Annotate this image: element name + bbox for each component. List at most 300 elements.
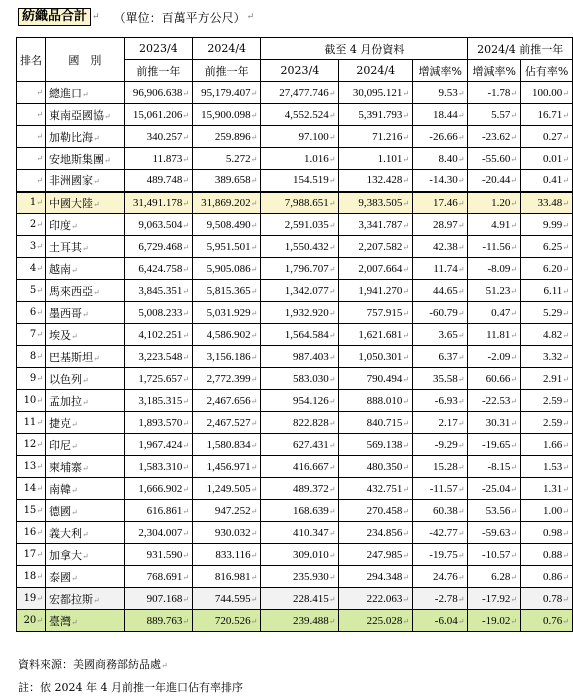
paragraph-mark-icon: ↵ [562,572,569,582]
paragraph-mark-icon: ↵ [328,352,336,362]
value-cell: 1,456.971↵ [193,456,261,478]
paragraph-mark-icon: ↵ [510,264,518,274]
value-cell: 4.82↵ [521,324,573,346]
paragraph-mark-icon: ↵ [457,242,465,252]
value-cell: 1,893.570↵ [124,412,192,434]
rank-cell: 11↵ [17,412,46,434]
value-cell: 1,621.681↵ [339,324,413,346]
table-row [17,456,573,478]
paragraph-mark-icon: ↵ [104,111,111,121]
paragraph-mark-icon: ↵ [402,330,410,340]
paragraph-mark-icon: ↵ [402,286,410,296]
value-cell: 3.65↵ [413,324,468,346]
rank-cell [17,170,46,192]
paragraph-mark-icon: ↵ [250,572,258,582]
country-cell: 臺灣↵ [46,610,125,632]
paragraph-mark-icon: ↵ [93,353,100,363]
paragraph-mark-icon: ↵ [457,308,465,318]
paragraph-mark-icon: ↵ [402,198,410,208]
value-cell: 569.138↵ [339,434,413,456]
paragraph-mark-icon: ↵ [36,175,43,185]
paragraph-mark-icon: ↵ [562,154,569,164]
paragraph-mark-icon: ↵ [510,374,518,384]
paragraph-mark-icon: ↵ [402,528,410,538]
value-cell: 1,666.902↵ [124,478,192,500]
paragraph-mark-icon: ↵ [562,506,569,516]
paragraph-mark-icon: ↵ [250,484,258,494]
paragraph-mark-icon: ↵ [182,308,190,318]
paragraph-mark-icon: ↵ [562,132,569,142]
footer-source: 資料來源：美國商務部紡品處↵ [18,658,168,671]
paragraph-mark-icon: ↵ [457,352,465,362]
value-cell: 294.348↵ [339,566,413,588]
paragraph-mark-icon: ↵ [457,484,465,494]
value-cell: 889.763↵ [124,610,192,632]
value-cell: 0.78↵ [521,588,573,610]
country-cell: 印度↵ [46,214,125,236]
paragraph-mark-icon: ↵ [250,418,258,428]
rank-cell: 16↵ [17,522,46,544]
paragraph-mark-icon: ↵ [457,154,465,164]
value-cell: -23.62↵ [468,126,521,148]
value-cell: 1,941.270↵ [339,280,413,302]
paragraph-mark-icon: ↵ [328,176,336,186]
paragraph-mark-icon: ↵ [82,89,89,99]
paragraph-mark-icon: ↵ [182,154,190,164]
paragraph-mark-icon: ↵ [562,440,569,450]
paragraph-mark-icon: ↵ [457,198,465,208]
paragraph-mark-icon: ↵ [250,198,258,208]
value-cell: -8.09↵ [468,258,521,280]
paragraph-mark-icon: ↵ [402,308,410,318]
value-cell: 31,491.178↵ [124,192,192,214]
country-cell: 南韓↵ [46,478,125,500]
paragraph-mark-icon: ↵ [457,418,465,428]
value-cell: -6.04↵ [413,610,468,632]
country-cell: 印尼↵ [46,434,125,456]
paragraph-mark-icon: ↵ [457,132,465,142]
paragraph-mark-icon: ↵ [36,572,43,581]
value-cell: -59.63↵ [468,522,521,544]
paragraph-mark-icon: ↵ [182,528,190,538]
paragraph-mark-icon: ↵ [402,484,410,494]
paragraph-mark-icon: ↵ [328,572,336,582]
country-cell: 以色列↵ [46,368,125,390]
paragraph-mark-icon: ↵ [36,616,43,625]
value-cell: 31,869.202↵ [193,192,261,214]
value-cell: 235.930↵ [261,566,339,588]
paragraph-mark-icon: ↵ [328,330,336,340]
paragraph-mark-icon: ↵ [182,594,190,604]
value-cell: 44.65↵ [413,280,468,302]
paragraph-mark-icon: ↵ [328,506,336,516]
paragraph-mark-icon: ↵ [510,506,518,516]
paragraph-mark-icon: ↵ [510,616,518,626]
paragraph-mark-icon: ↵ [562,352,569,362]
paragraph-mark-icon: ↵ [562,484,569,494]
value-cell: 790.494↵ [339,368,413,390]
paragraph-mark-icon: ↵ [71,507,78,517]
value-cell: 27,477.746↵ [261,82,339,104]
paragraph-mark-icon: ↵ [36,308,43,317]
paragraph-mark-icon: ↵ [510,198,518,208]
value-cell: 2,304.007↵ [124,522,192,544]
paragraph-mark-icon: ↵ [328,88,336,98]
rank-cell: 12↵ [17,434,46,456]
paragraph-mark-icon: ↵ [328,198,336,208]
paragraph-mark-icon: ↵ [71,419,78,429]
paragraph-mark-icon: ↵ [250,506,258,516]
value-cell: 1,249.505↵ [193,478,261,500]
value-cell: -1.78↵ [468,82,521,104]
value-cell: 931.590↵ [124,544,192,566]
value-cell: 5,951.501↵ [193,236,261,258]
rank-cell: 3↵ [17,236,46,258]
paragraph-mark-icon: ↵ [328,264,336,274]
paragraph-mark-icon: ↵ [71,485,78,495]
value-cell: 1.016↵ [261,148,339,170]
value-cell: 822.828↵ [261,412,339,434]
paragraph-mark-icon: ↵ [250,550,258,560]
value-cell: 6.20↵ [521,258,573,280]
value-cell: 2,207.582↵ [339,236,413,258]
table-row [17,280,573,302]
country-cell: 義大利↵ [46,522,125,544]
table-row [17,412,573,434]
country-cell: 馬來西亞↵ [46,280,125,302]
paragraph-mark-icon: ↵ [328,528,336,538]
value-cell: -8.15↵ [468,456,521,478]
title-unit: （單位：百萬平方公尺） [113,10,246,25]
value-cell: 17.46↵ [413,192,468,214]
country-cell: 德國↵ [46,500,125,522]
paragraph-mark-icon: ↵ [36,110,43,119]
value-cell: 720.526↵ [193,610,261,632]
paragraph-mark-icon: ↵ [328,220,336,230]
table-row [17,148,573,170]
paragraph-mark-icon: ↵ [402,462,410,472]
rank-cell: 4↵ [17,258,46,280]
value-cell: -22.53↵ [468,390,521,412]
paragraph-mark-icon: ↵ [510,550,518,560]
value-cell: 30.31↵ [468,412,521,434]
value-cell: 15,061.206↵ [124,104,192,126]
paragraph-mark-icon: ↵ [457,396,465,406]
paragraph-mark-icon: ↵ [182,110,190,120]
value-cell: -55.60↵ [468,148,521,170]
paragraph-mark-icon: ↵ [71,617,78,627]
table-row [17,434,573,456]
paragraph-mark-icon: ↵ [36,550,43,559]
value-cell: 1,050.301↵ [339,346,413,368]
paragraph-mark-icon: ↵ [562,198,569,208]
value-cell: 1.00↵ [521,500,573,522]
paragraph-mark-icon: ↵ [402,440,410,450]
paragraph-mark-icon: ↵ [250,286,258,296]
paragraph-mark-icon: ↵ [562,462,569,472]
value-cell: 4.91↵ [468,214,521,236]
value-cell: 757.915↵ [339,302,413,324]
paragraph-mark-icon: ↵ [510,418,518,428]
paragraph-mark-icon: ↵ [328,440,336,450]
value-cell: 95,179.407↵ [193,82,261,104]
value-cell: 5.272↵ [193,148,261,170]
paragraph-mark-icon: ↵ [182,572,190,582]
value-cell: 816.981↵ [193,566,261,588]
paragraph-mark-icon: ↵ [82,551,89,561]
table-row [17,544,573,566]
value-cell: 28.97↵ [413,214,468,236]
header-2024: 2024/4 [193,38,261,60]
paragraph-mark-icon: ↵ [36,88,43,97]
paragraph-mark-icon: ↵ [510,88,518,98]
country-cell: 宏都拉斯↵ [46,588,125,610]
paragraph-mark-icon: ↵ [510,176,518,186]
paragraph-mark-icon: ↵ [71,265,78,275]
value-cell: 2.91↵ [521,368,573,390]
value-cell: 840.715↵ [339,412,413,434]
value-cell: -2.09↵ [468,346,521,368]
header-ytd-2023: 2023/4 [261,60,339,82]
value-cell: -19.02↵ [468,610,521,632]
value-cell: -20.44↵ [468,170,521,192]
paragraph-mark-icon: ↵ [402,506,410,516]
value-cell: 11.873↵ [124,148,192,170]
rank-cell: 2↵ [17,214,46,236]
paragraph-mark-icon: ↵ [250,110,258,120]
country-cell: 加勒比海↵ [46,126,125,148]
value-cell: 35.58↵ [413,368,468,390]
value-cell: 259.896↵ [193,126,261,148]
rank-cell: 1↵ [17,192,46,214]
paragraph-mark-icon: ↵ [250,528,258,538]
value-cell: 5,815.365↵ [193,280,261,302]
paragraph-mark-icon: ↵ [82,397,89,407]
table-row [17,236,573,258]
paragraph-mark-icon: ↵ [182,506,190,516]
rank-cell: 19↵ [17,588,46,610]
value-cell: 5,008.233↵ [124,302,192,324]
paragraph-mark-icon: ↵ [328,396,336,406]
paragraph-mark-icon: ↵ [93,595,100,605]
value-cell: -60.79↵ [413,302,468,324]
paragraph-mark-icon: ↵ [250,440,258,450]
value-cell: -6.93↵ [413,390,468,412]
report-title [18,8,254,26]
value-cell: 6.11↵ [521,280,573,302]
value-cell: 489.372↵ [261,478,339,500]
paragraph-mark-icon: ↵ [182,242,190,252]
paragraph-mark-icon: ↵ [250,242,258,252]
value-cell: 0.41↵ [521,170,573,192]
paragraph-mark-icon: ↵ [250,352,258,362]
paragraph-mark-icon: ↵ [92,12,100,22]
value-cell: 4,552.524↵ [261,104,339,126]
value-cell: 154.519↵ [261,170,339,192]
value-cell: 7,988.651↵ [261,192,339,214]
paragraph-mark-icon: ↵ [328,418,336,428]
paragraph-mark-icon: ↵ [562,594,569,604]
value-cell: 1.66↵ [521,434,573,456]
paragraph-mark-icon: ↵ [71,331,78,341]
rank-cell: 20↵ [17,610,46,632]
value-cell: -14.30↵ [413,170,468,192]
country-cell: 東南亞國協↵ [46,104,125,126]
paragraph-mark-icon: ↵ [36,462,43,471]
value-cell: 5,031.929↵ [193,302,261,324]
country-cell: 土耳其↵ [46,236,125,258]
value-cell: 5.57↵ [468,104,521,126]
paragraph-mark-icon: ↵ [182,616,190,626]
header-2024-sub: 前推一年 [193,60,261,82]
value-cell: -2.78↵ [413,588,468,610]
header-rolling-share: 佔有率% [521,60,573,82]
table-row [17,522,573,544]
value-cell: 768.691↵ [124,566,192,588]
value-cell: 1,583.310↵ [124,456,192,478]
value-cell: 1.31↵ [521,478,573,500]
paragraph-mark-icon: ↵ [510,594,518,604]
paragraph-mark-icon: ↵ [250,374,258,384]
rank-cell [17,104,46,126]
paragraph-mark-icon: ↵ [182,462,190,472]
value-cell: -9.29↵ [413,434,468,456]
paragraph-mark-icon: ↵ [250,176,258,186]
rank-cell: 13↵ [17,456,46,478]
paragraph-mark-icon: ↵ [246,12,255,22]
header-rolling-change: 增減率% [468,60,521,82]
title-main: 紡織品合計 [18,8,91,26]
value-cell: 0.76↵ [521,610,573,632]
paragraph-mark-icon: ↵ [250,330,258,340]
value-cell: -19.75↵ [413,544,468,566]
country-cell: 總進口↵ [46,82,125,104]
paragraph-mark-icon: ↵ [182,132,190,142]
paragraph-mark-icon: ↵ [328,550,336,560]
country-cell: 埃及↵ [46,324,125,346]
value-cell: 987.403↵ [261,346,339,368]
value-cell: 833.116↵ [193,544,261,566]
paragraph-mark-icon: ↵ [182,418,190,428]
paragraph-mark-icon: ↵ [562,418,569,428]
value-cell: 930.032↵ [193,522,261,544]
value-cell: 2,772.399↵ [193,368,261,390]
value-cell: 416.667↵ [261,456,339,478]
value-cell: 222.063↵ [339,588,413,610]
value-cell: 1,725.657↵ [124,368,192,390]
rank-cell: 9↵ [17,368,46,390]
table-row [17,104,573,126]
paragraph-mark-icon: ↵ [82,243,89,253]
value-cell: 15,900.098↵ [193,104,261,126]
value-cell: 0.47↵ [468,302,521,324]
value-cell: 907.168↵ [124,588,192,610]
paragraph-mark-icon: ↵ [510,440,518,450]
rank-cell [17,82,46,104]
paragraph-mark-icon: ↵ [36,594,43,603]
rank-cell: 5↵ [17,280,46,302]
country-cell: 中國大陸↵ [46,192,125,214]
paragraph-mark-icon: ↵ [328,594,336,604]
value-cell: 225.028↵ [339,610,413,632]
paragraph-mark-icon: ↵ [36,506,43,515]
country-cell: 非洲國家↵ [46,170,125,192]
value-cell: 954.126↵ [261,390,339,412]
value-cell: 9,063.504↵ [124,214,192,236]
value-cell: 71.216↵ [339,126,413,148]
value-cell: 583.030↵ [261,368,339,390]
paragraph-mark-icon: ↵ [250,154,258,164]
value-cell: 1,342.077↵ [261,280,339,302]
value-cell: 96,906.638↵ [124,82,192,104]
paragraph-mark-icon: ↵ [328,616,336,626]
paragraph-mark-icon: ↵ [562,286,569,296]
value-cell: 744.595↵ [193,588,261,610]
paragraph-mark-icon: ↵ [328,286,336,296]
paragraph-mark-icon: ↵ [36,264,43,273]
paragraph-mark-icon: ↵ [402,88,410,98]
rank-cell: 6↵ [17,302,46,324]
paragraph-mark-icon: ↵ [250,264,258,274]
value-cell: 0.86↵ [521,566,573,588]
country-cell: 孟加拉↵ [46,390,125,412]
paragraph-mark-icon: ↵ [93,133,100,143]
paragraph-mark-icon: ↵ [562,374,569,384]
value-cell: 9.53↵ [413,82,468,104]
paragraph-mark-icon: ↵ [457,220,465,230]
paragraph-mark-icon: ↵ [562,528,569,538]
value-cell: 2.17↵ [413,412,468,434]
header-rolling-group: 2024/4 前推一年 [468,38,573,60]
value-cell: -42.77↵ [413,522,468,544]
header-2023: 2023/4 [124,38,192,60]
paragraph-mark-icon: ↵ [328,242,336,252]
paragraph-mark-icon: ↵ [457,616,465,626]
paragraph-mark-icon: ↵ [182,220,190,230]
value-cell: 1,967.424↵ [124,434,192,456]
paragraph-mark-icon: ↵ [402,176,410,186]
value-cell: -17.92↵ [468,588,521,610]
paragraph-mark-icon: ↵ [510,110,518,120]
rank-cell [17,126,46,148]
value-cell: 1,550.432↵ [261,236,339,258]
value-cell: -26.66↵ [413,126,468,148]
value-cell: 1,580.834↵ [193,434,261,456]
paragraph-mark-icon: ↵ [562,220,569,230]
rank-cell: 18↵ [17,566,46,588]
paragraph-mark-icon: ↵ [36,330,43,339]
paragraph-mark-icon: ↵ [562,264,569,274]
value-cell: 3,341.787↵ [339,214,413,236]
paragraph-mark-icon: ↵ [328,110,336,120]
value-cell: 1,564.584↵ [261,324,339,346]
rank-cell [17,148,46,170]
paragraph-mark-icon: ↵ [182,352,190,362]
header-ytd-change: 增減率% [413,60,468,82]
paragraph-mark-icon: ↵ [182,374,190,384]
rank-cell: 10↵ [17,390,46,412]
rank-cell: 17↵ [17,544,46,566]
paragraph-mark-icon: ↵ [562,330,569,340]
value-cell: 1,932.920↵ [261,302,339,324]
paragraph-mark-icon: ↵ [402,616,410,626]
paragraph-mark-icon: ↵ [182,198,190,208]
value-cell: -11.56↵ [468,236,521,258]
value-cell: 888.010↵ [339,390,413,412]
value-cell: 168.639↵ [261,500,339,522]
header-ytd-2024: 2024/4 [339,60,413,82]
country-cell: 泰國↵ [46,566,125,588]
